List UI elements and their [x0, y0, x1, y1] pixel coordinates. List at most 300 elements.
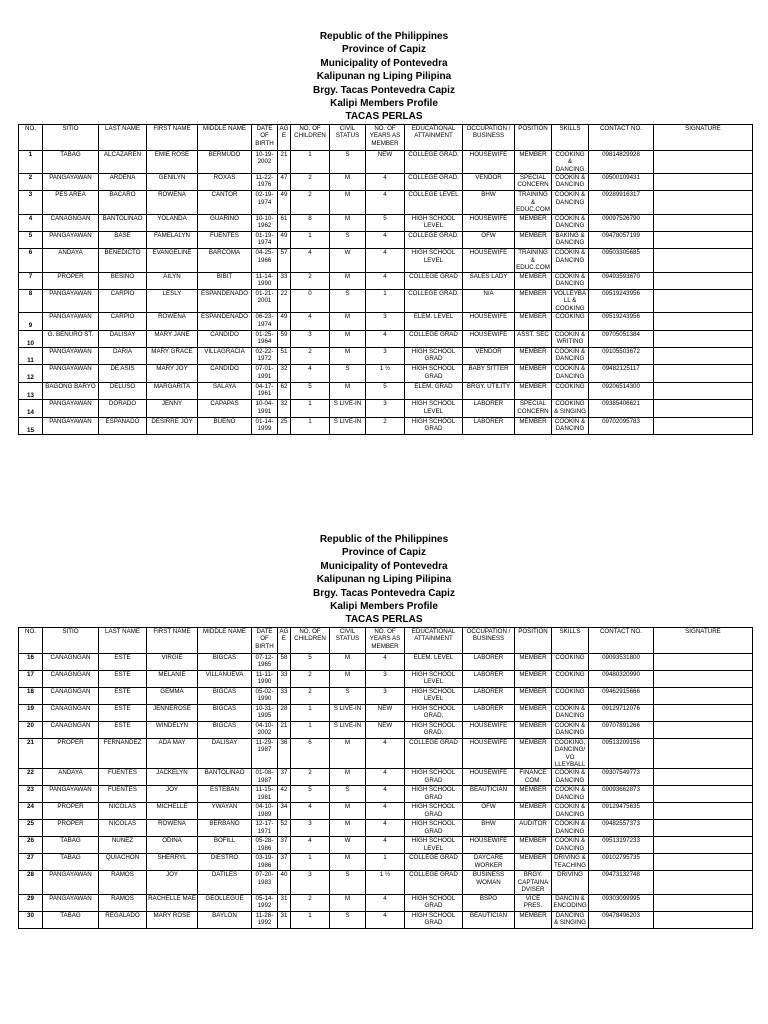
- table-cell: BACARO: [99, 191, 147, 214]
- table-cell: DORADO: [99, 400, 147, 417]
- table-row: [19, 382, 753, 399]
- table-cell: HIGH SCHOOL GRAD: [405, 894, 463, 911]
- table-cell: BERBAÑO: [198, 820, 252, 837]
- header-line: TACAS PERLAS: [345, 614, 423, 626]
- table-cell: VENDOR: [463, 348, 515, 365]
- table-cell: BEAUTICIAN: [463, 786, 515, 803]
- column-header: POSITION: [515, 124, 552, 150]
- table-cell: MEMBER: [515, 721, 552, 738]
- table-cell: MEMBER: [515, 786, 552, 803]
- table-cell: 11-14-1990: [252, 272, 278, 289]
- table-cell: 36: [278, 738, 291, 769]
- table-cell: CARPIO: [99, 290, 147, 313]
- table-cell: 21: [19, 738, 43, 769]
- table-cell: 03-19-1986: [252, 854, 278, 871]
- table-cell: ESPANDEÑADO: [198, 290, 252, 313]
- table-cell: MELANIE: [147, 670, 198, 687]
- table-cell: 37: [278, 837, 291, 854]
- table-cell: 4: [291, 837, 330, 854]
- table-cell: ALCAZAREN: [99, 150, 147, 173]
- table-cell: 42: [278, 786, 291, 803]
- table-cell: VICE PRES.: [515, 894, 552, 911]
- members-table: [18, 627, 753, 929]
- table-cell: MARY JANE: [147, 330, 198, 347]
- table-cell: 32: [278, 365, 291, 382]
- table-cell: MEMBER: [515, 670, 552, 687]
- table-cell: 22: [278, 290, 291, 313]
- table-cell: N/A: [463, 290, 515, 313]
- table-cell: COOKIN & DANCING: [552, 769, 589, 786]
- profile-page-2: [0, 533, 768, 929]
- table-cell: BENEDICTO: [99, 249, 147, 272]
- table-cell: PANGAYAWAN: [43, 417, 99, 434]
- table-cell: TABAG: [43, 911, 99, 928]
- table-cell: 3: [366, 348, 405, 365]
- table-cell: CANAGNGAN: [43, 721, 99, 738]
- signature-cell: [654, 721, 753, 738]
- table-cell: HIGH SCHOOL LEVEL: [405, 670, 463, 687]
- table-cell: COOKIN & DANCING: [552, 365, 589, 382]
- table-cell: 04-10-2002: [252, 721, 278, 738]
- table-cell: 24: [19, 803, 43, 820]
- table-cell: 19: [19, 704, 43, 721]
- table-cell: COOKIN & DANCING: [552, 174, 589, 191]
- table-cell: PANGAYAWAN: [43, 232, 99, 249]
- table-cell: MEMBER: [515, 738, 552, 769]
- table-cell: PROPER: [43, 738, 99, 769]
- table-cell: VOLLEYBALL & COOKING: [552, 290, 589, 313]
- table-cell: COOKING: [552, 670, 589, 687]
- table-row: [19, 871, 753, 894]
- table-cell: 29: [19, 894, 43, 911]
- table-cell: MARY GRACE: [147, 348, 198, 365]
- table-cell: COLLEGE GRAD.: [405, 150, 463, 173]
- table-cell: COLLEGE GRAD: [405, 330, 463, 347]
- table-row: [19, 232, 753, 249]
- header-line: Municipality of Pontevedra: [320, 560, 448, 572]
- table-cell: BIGCAS: [198, 721, 252, 738]
- table-cell: 4: [366, 653, 405, 670]
- table-cell: 09482557373: [589, 820, 654, 837]
- table-cell: MEMBER: [515, 313, 552, 330]
- table-cell: DRIVING: [552, 871, 589, 894]
- table-cell: HOUSEWIFE: [463, 313, 515, 330]
- table-cell: GEOLLEGUE: [198, 894, 252, 911]
- table-cell: 51: [278, 348, 291, 365]
- table-cell: 01-25-1964: [252, 330, 278, 347]
- table-cell: CANAGNGAN: [43, 670, 99, 687]
- table-cell: 2: [291, 191, 330, 214]
- table-cell: 33: [278, 272, 291, 289]
- table-cell: ESTEBAN: [198, 786, 252, 803]
- table-cell: COOKIN & DANCING: [552, 837, 589, 854]
- table-cell: 09814829928: [589, 150, 654, 173]
- table-row: [19, 837, 753, 854]
- table-cell: PANGAYAWAN: [43, 400, 99, 417]
- table-cell: 09503305685: [589, 249, 654, 272]
- table-cell: 04-25-1966: [252, 249, 278, 272]
- table-cell: 09513209156: [589, 738, 654, 769]
- table-cell: COOKIN & DANCING: [552, 249, 589, 272]
- table-cell: 15: [19, 417, 43, 434]
- table-cell: PANGAYAWAN: [43, 365, 99, 382]
- table-row: [19, 313, 753, 330]
- table-cell: 3: [291, 330, 330, 347]
- table-cell: 21: [278, 721, 291, 738]
- table-cell: WINDELYN: [147, 721, 198, 738]
- table-cell: 12-17-1971: [252, 820, 278, 837]
- table-cell: 10-04-1991: [252, 400, 278, 417]
- table-row: [19, 290, 753, 313]
- table-row: [19, 769, 753, 786]
- column-header: CONTACT NO.: [589, 627, 654, 653]
- signature-cell: [654, 290, 753, 313]
- column-header: LAST NAME: [99, 124, 147, 150]
- signature-cell: [654, 232, 753, 249]
- table-cell: GUARINO: [198, 214, 252, 231]
- table-cell: BOFILL: [198, 837, 252, 854]
- header-line: Province of Capiz: [342, 547, 426, 559]
- column-header: FIRST NAME: [147, 627, 198, 653]
- table-cell: HOUSEWIFE: [463, 330, 515, 347]
- table-cell: HOUSEWIFE: [463, 150, 515, 173]
- table-cell: 21: [278, 150, 291, 173]
- table-cell: 4: [366, 803, 405, 820]
- table-cell: BUSINESS WOMAN: [463, 871, 515, 894]
- table-cell: DELUSO: [99, 382, 147, 399]
- table-row: [19, 738, 753, 769]
- column-header: NO. OF YEARS AS MEMBER: [366, 627, 405, 653]
- table-cell: S: [330, 290, 366, 313]
- table-cell: BIBIT: [198, 272, 252, 289]
- table-row: [19, 911, 753, 928]
- table-row: [19, 670, 753, 687]
- table-cell: 31: [278, 911, 291, 928]
- table-cell: 02-19-1974: [252, 191, 278, 214]
- table-cell: 09480320990: [589, 670, 654, 687]
- table-cell: 09097526790: [589, 214, 654, 231]
- table-cell: PANGAYAWAN: [43, 174, 99, 191]
- table-cell: 09206514300: [589, 382, 654, 399]
- table-cell: 8: [19, 290, 43, 313]
- table-cell: COOKING, DANCING/VO LLEYBALL: [552, 738, 589, 769]
- table-cell: COOKIN & DANCING: [552, 721, 589, 738]
- table-cell: COLLEGE GRAD.: [405, 232, 463, 249]
- table-cell: 09478057199: [589, 232, 654, 249]
- table-cell: BSPO: [463, 894, 515, 911]
- header-line: TACAS PERLAS: [345, 111, 423, 123]
- table-cell: PANGAYAWAN: [43, 786, 99, 803]
- table-cell: TABAG: [43, 150, 99, 173]
- table-cell: 3: [291, 871, 330, 894]
- table-cell: EVANGELINE: [147, 249, 198, 272]
- table-cell: 1 ½: [366, 365, 405, 382]
- table-cell: 2: [291, 687, 330, 704]
- table-cell: 7: [19, 272, 43, 289]
- table-cell: 09129475635: [589, 803, 654, 820]
- table-row: [19, 191, 753, 214]
- table-cell: VILLAGRACIA: [198, 348, 252, 365]
- table-cell: 09500109431: [589, 174, 654, 191]
- column-header: NO.: [19, 627, 43, 653]
- header-line: Republic of the Philippines: [319, 534, 449, 545]
- signature-cell: [654, 272, 753, 289]
- table-cell: 2: [291, 769, 330, 786]
- table-cell: 26: [19, 837, 43, 854]
- column-header: AGE: [278, 627, 291, 653]
- column-header: AGE: [278, 124, 291, 150]
- table-cell: 25: [278, 417, 291, 434]
- table-cell: 10-10-1962: [252, 214, 278, 231]
- table-cell: COOKING: [552, 687, 589, 704]
- table-cell: 01-21-2001: [252, 290, 278, 313]
- table-cell: M: [330, 382, 366, 399]
- table-cell: SPECIAL CONCERN: [515, 400, 552, 417]
- column-header: SKILLS: [552, 124, 589, 150]
- table-cell: 37: [278, 769, 291, 786]
- table-cell: CANAGNGAN: [43, 214, 99, 231]
- table-cell: NICOLAS: [99, 820, 147, 837]
- signature-cell: [654, 786, 753, 803]
- table-cell: RAMOS: [99, 871, 147, 894]
- table-cell: 33: [278, 670, 291, 687]
- table-cell: PANGAYAWAN: [43, 290, 99, 313]
- table-cell: HIGH SCHOOL GRAD: [405, 786, 463, 803]
- table-cell: JENNEROSE: [147, 704, 198, 721]
- table-cell: 4: [366, 769, 405, 786]
- table-cell: EMIE ROSE: [147, 150, 198, 173]
- table-cell: 52: [278, 820, 291, 837]
- table-cell: OFW: [463, 232, 515, 249]
- table-cell: HIGH SCHOOL GRAD: [405, 769, 463, 786]
- table-cell: S: [330, 871, 366, 894]
- table-cell: ADA MAY: [147, 738, 198, 769]
- table-cell: HIGH SCHOOL LEVEL: [405, 249, 463, 272]
- table-cell: BHW: [463, 820, 515, 837]
- signature-cell: [654, 820, 753, 837]
- table-row: [19, 249, 753, 272]
- table-cell: HIGH SCHOOL GRAD: [405, 803, 463, 820]
- table-cell: HIGH SCHOOL LEVEL: [405, 837, 463, 854]
- table-cell: MEMBER: [515, 232, 552, 249]
- signature-cell: [654, 249, 753, 272]
- column-header: SITIO: [43, 627, 99, 653]
- table-cell: HIGH SCHOOL LEVEL: [405, 400, 463, 417]
- table-cell: PROPER: [43, 820, 99, 837]
- table-cell: HOUSEWIFE: [463, 738, 515, 769]
- table-cell: 01-08-1987: [252, 769, 278, 786]
- table-row: [19, 174, 753, 191]
- signature-cell: [654, 670, 753, 687]
- table-row: [19, 894, 753, 911]
- table-row: [19, 417, 753, 434]
- header-line: Brgy. Tacas Pontevedra Capiz: [313, 587, 455, 599]
- table-cell: 11-11-1990: [252, 670, 278, 687]
- table-cell: 34: [278, 803, 291, 820]
- table-cell: COOKIN & DANCING: [552, 191, 589, 214]
- table-cell: VIRGIE: [147, 653, 198, 670]
- table-cell: COOKIN & WRITING: [552, 330, 589, 347]
- table-cell: ARDEÑA: [99, 174, 147, 191]
- table-cell: 07-01-1991: [252, 365, 278, 382]
- table-row: [19, 854, 753, 871]
- table-cell: 2: [291, 174, 330, 191]
- table-cell: W: [330, 249, 366, 272]
- table-cell: DANCING & SINGING: [552, 911, 589, 928]
- table-cell: 10: [19, 330, 43, 347]
- table-cell: FUENTES: [198, 232, 252, 249]
- header-line: Kalipi Members Profile: [330, 98, 438, 110]
- table-cell: 1: [291, 232, 330, 249]
- table-cell: 09303099995: [589, 894, 654, 911]
- table-cell: 30: [19, 911, 43, 928]
- table-cell: FAMELALYN: [147, 232, 198, 249]
- table-cell: ESTE: [99, 687, 147, 704]
- signature-cell: [654, 769, 753, 786]
- table-cell: REGALADO: [99, 911, 147, 928]
- table-cell: 1: [291, 911, 330, 928]
- table-cell: COOKING: [552, 382, 589, 399]
- table-cell: 09462915666: [589, 687, 654, 704]
- table-cell: 4: [291, 803, 330, 820]
- table-cell: FUENTES: [99, 786, 147, 803]
- table-cell: 09513197233: [589, 837, 654, 854]
- table-cell: ELEM. LEVEL: [405, 313, 463, 330]
- signature-cell: [654, 365, 753, 382]
- table-cell: 4: [291, 365, 330, 382]
- table-cell: LABORER: [463, 417, 515, 434]
- table-cell: S: [330, 365, 366, 382]
- table-cell: M: [330, 348, 366, 365]
- table-cell: SALAYA: [198, 382, 252, 399]
- column-header: SIGNATURE: [654, 627, 753, 653]
- table-cell: 11-22-1976: [252, 174, 278, 191]
- table-cell: M: [330, 653, 366, 670]
- table-cell: DESIRRE JOY: [147, 417, 198, 434]
- signature-cell: [654, 313, 753, 330]
- table-cell: 18: [19, 687, 43, 704]
- table-cell: TRAINING & EDUC.COM: [516, 249, 550, 272]
- table-cell: 13: [19, 382, 43, 399]
- table-cell: OFW: [463, 803, 515, 820]
- table-cell: 25: [19, 820, 43, 837]
- table-cell: 4: [366, 191, 405, 214]
- table-cell: 59: [278, 330, 291, 347]
- table-cell: 07-12-1965: [252, 653, 278, 670]
- signature-cell: [654, 837, 753, 854]
- table-cell: COOKIN & DANCING: [552, 803, 589, 820]
- table-cell: BAGONG BARYO: [43, 382, 99, 399]
- signature-cell: [654, 738, 753, 769]
- signature-cell: [654, 653, 753, 670]
- table-cell: CANAGNGAN: [43, 687, 99, 704]
- table-cell: 4: [366, 786, 405, 803]
- column-header: NO. OF CHILDREN: [291, 124, 330, 150]
- table-cell: CANAGNGAN: [43, 704, 99, 721]
- table-cell: MEMBER: [515, 348, 552, 365]
- signature-cell: [654, 348, 753, 365]
- table-cell: MARY ROSE: [147, 911, 198, 928]
- table-cell: 4: [19, 214, 43, 231]
- table-cell: BRGY. CAPTAINA DVISER: [515, 871, 552, 894]
- table-cell: 3: [19, 191, 43, 214]
- table-cell: M: [330, 313, 366, 330]
- table-cell: LESLY: [147, 290, 198, 313]
- table-cell: JOY: [147, 871, 198, 894]
- table-cell: DARIA: [99, 348, 147, 365]
- signature-cell: [654, 400, 753, 417]
- table-cell: HIGH SCHOOL LEVEL: [405, 687, 463, 704]
- table-cell: 07-20-1983: [252, 871, 278, 894]
- table-cell: 6: [19, 249, 43, 272]
- table-cell: CANAGNGAN: [43, 653, 99, 670]
- signature-cell: [654, 871, 753, 894]
- table-cell: 32: [278, 400, 291, 417]
- table-cell: LABORER: [463, 670, 515, 687]
- table-row: [19, 330, 753, 347]
- table-cell: 14: [19, 400, 43, 417]
- table-cell: 09093662873: [589, 786, 654, 803]
- table-cell: S LIVE-IN: [330, 417, 366, 434]
- table-cell: 06-23-1974: [252, 313, 278, 330]
- table-cell: BHW: [463, 191, 515, 214]
- table-cell: FERNANDEZ: [99, 738, 147, 769]
- page-header: [0, 30, 768, 124]
- table-cell: ELEM. GRAD: [405, 382, 463, 399]
- table-row: [19, 653, 753, 670]
- table-cell: 1: [291, 704, 330, 721]
- table-cell: 09105503672: [589, 348, 654, 365]
- table-cell: 9: [19, 313, 43, 330]
- table-cell: 2: [19, 174, 43, 191]
- column-header: OCCUPATION / BUSINESS: [463, 627, 515, 653]
- table-cell: MARGARITA: [147, 382, 198, 399]
- table-cell: VILLANUEVA: [198, 670, 252, 687]
- table-cell: PANGAYAWAN: [43, 348, 99, 365]
- table-cell: ASST. SEC: [515, 330, 552, 347]
- table-cell: SHERRYL: [147, 854, 198, 871]
- header-line: Brgy. Tacas Pontevedra Capiz: [313, 84, 455, 96]
- signature-cell: [654, 854, 753, 871]
- signature-cell: [654, 704, 753, 721]
- table-cell: COLLEGE GRAD: [405, 272, 463, 289]
- table-cell: 1: [366, 290, 405, 313]
- table-cell: COLLEGE GRAD: [405, 854, 463, 871]
- table-cell: M: [330, 769, 366, 786]
- table-cell: 09307549773: [589, 769, 654, 786]
- table-cell: 49: [278, 191, 291, 214]
- table-cell: COOKIN & DANCING: [552, 820, 589, 837]
- table-cell: 31: [278, 894, 291, 911]
- table-cell: M: [330, 670, 366, 687]
- table-cell: 1: [291, 721, 330, 738]
- table-cell: PANGAYAWAN: [43, 871, 99, 894]
- table-cell: MEMBER: [515, 150, 552, 173]
- table-cell: 12: [19, 365, 43, 382]
- table-cell: CANDIDO: [198, 330, 252, 347]
- table-cell: MEMBER: [515, 854, 552, 871]
- column-header: EDUCATIONAL ATTAINMENT: [405, 124, 463, 150]
- table-cell: GEMMA: [147, 687, 198, 704]
- table-row: [19, 704, 753, 721]
- signature-cell: [654, 803, 753, 820]
- table-cell: PANGAYAWAN: [43, 894, 99, 911]
- table-row: [19, 721, 753, 738]
- table-cell: BAKING & DANCING: [552, 232, 589, 249]
- table-cell: MEMBER: [515, 417, 552, 434]
- table-cell: 4: [366, 249, 405, 272]
- members-table: [18, 124, 753, 435]
